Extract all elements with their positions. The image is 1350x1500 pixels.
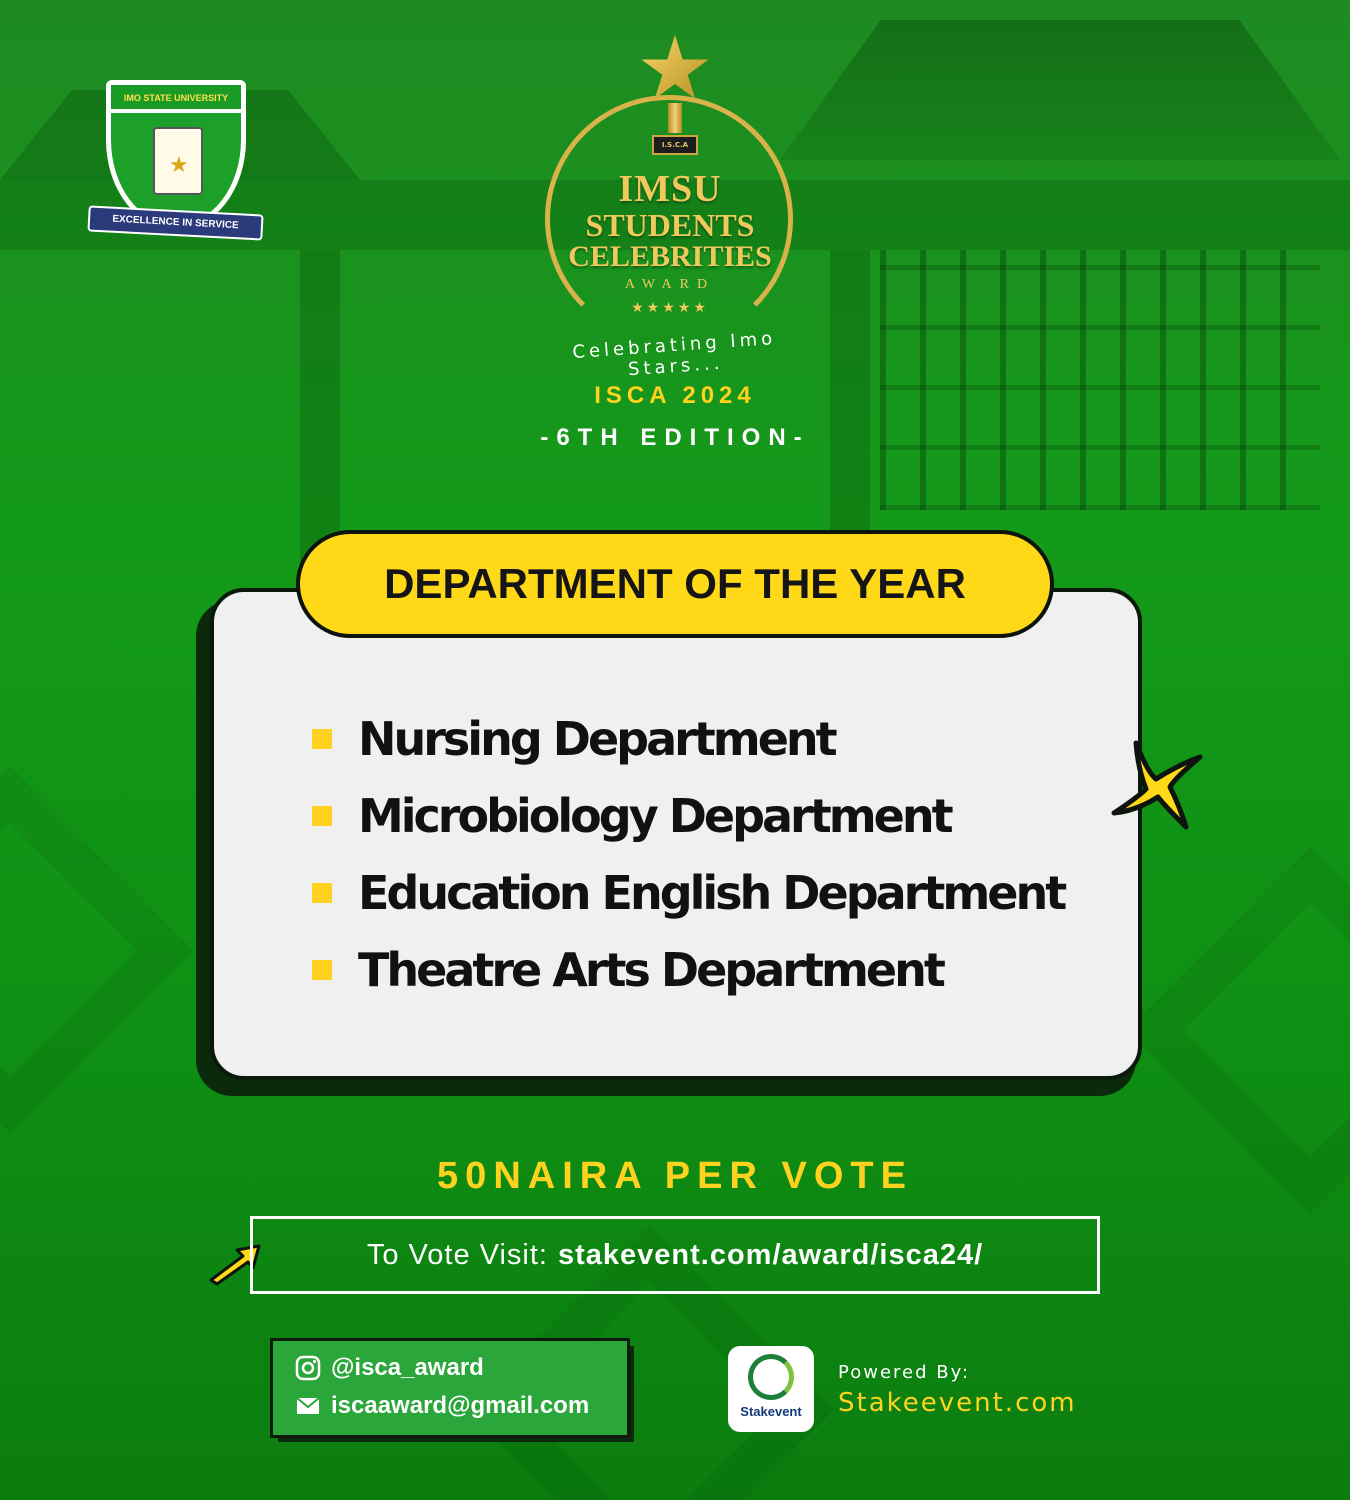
list-item xyxy=(312,777,1092,854)
vote-link-box[interactable] xyxy=(250,1216,1100,1294)
list-item xyxy=(312,854,1092,931)
trophy-stem xyxy=(668,103,682,133)
stakevent-mark-icon xyxy=(748,1354,794,1400)
bullet-icon xyxy=(312,960,332,980)
logo-line-award: AWARD xyxy=(624,277,716,292)
nominee-list xyxy=(312,700,1092,1008)
isca-logo xyxy=(540,35,810,381)
vote-url-link[interactable]: stakevent.com/award/isca24/ xyxy=(557,1238,984,1271)
logo-stars: ★★★★★ xyxy=(631,300,709,316)
university-crest xyxy=(88,80,263,250)
nominee-name: Microbiology Department xyxy=(358,788,951,843)
nominee-name: Theatre Arts Department xyxy=(358,942,943,997)
instagram-icon xyxy=(295,1355,321,1381)
mail-icon xyxy=(295,1393,321,1419)
powered-by-site[interactable]: Stakeevent.com xyxy=(838,1388,1077,1418)
scroll-icon xyxy=(153,127,203,195)
crest-motto: EXCELLENCE IN SERVICE xyxy=(87,205,263,240)
nominee-name: Nursing Department xyxy=(358,711,835,766)
category-title: DEPARTMENT OF THE YEAR xyxy=(296,530,1054,638)
stakevent-logo[interactable] xyxy=(728,1346,814,1432)
sparkle-icon xyxy=(1108,735,1208,835)
event-year: ISCA 2024 xyxy=(594,382,756,409)
event-edition: -6TH EDITION- xyxy=(540,424,810,451)
crest-top-text: IMO STATE UNIVERSITY xyxy=(111,85,241,113)
trophy-icon xyxy=(640,35,710,160)
bg-gate xyxy=(880,250,1320,510)
bullet-icon xyxy=(312,806,332,826)
instagram-handle[interactable]: @isca_award xyxy=(331,1354,484,1381)
stakevent-logo-text: Stakevent xyxy=(740,1404,802,1419)
logo-tagline: Celebrating Imo Stars... xyxy=(571,327,777,381)
nominee-name: Education English Department xyxy=(358,865,1065,920)
vote-price: 50NAIRA PER VOTE xyxy=(437,1155,913,1197)
star-icon xyxy=(640,35,710,105)
email-row[interactable] xyxy=(295,1387,605,1425)
logo-line-imsu: IMSU xyxy=(618,168,722,210)
instagram-row[interactable] xyxy=(295,1349,605,1387)
bg-roof xyxy=(780,20,1340,160)
logo-line-students: STUDENTS xyxy=(585,207,755,243)
list-item xyxy=(312,931,1092,1008)
contact-box xyxy=(270,1338,630,1438)
logo-line-celebrities: CELEBRITIES xyxy=(568,240,772,273)
trophy-label: I.S.C.A xyxy=(652,135,698,155)
bullet-icon xyxy=(312,883,332,903)
email-address[interactable]: iscaaward@gmail.com xyxy=(331,1392,590,1419)
list-item xyxy=(312,700,1092,777)
bg-diamond-pattern xyxy=(0,766,194,1134)
vote-prompt: To Vote Visit: xyxy=(366,1238,548,1271)
bullet-icon xyxy=(312,729,332,749)
powered-by-label: Powered By: xyxy=(838,1362,971,1383)
